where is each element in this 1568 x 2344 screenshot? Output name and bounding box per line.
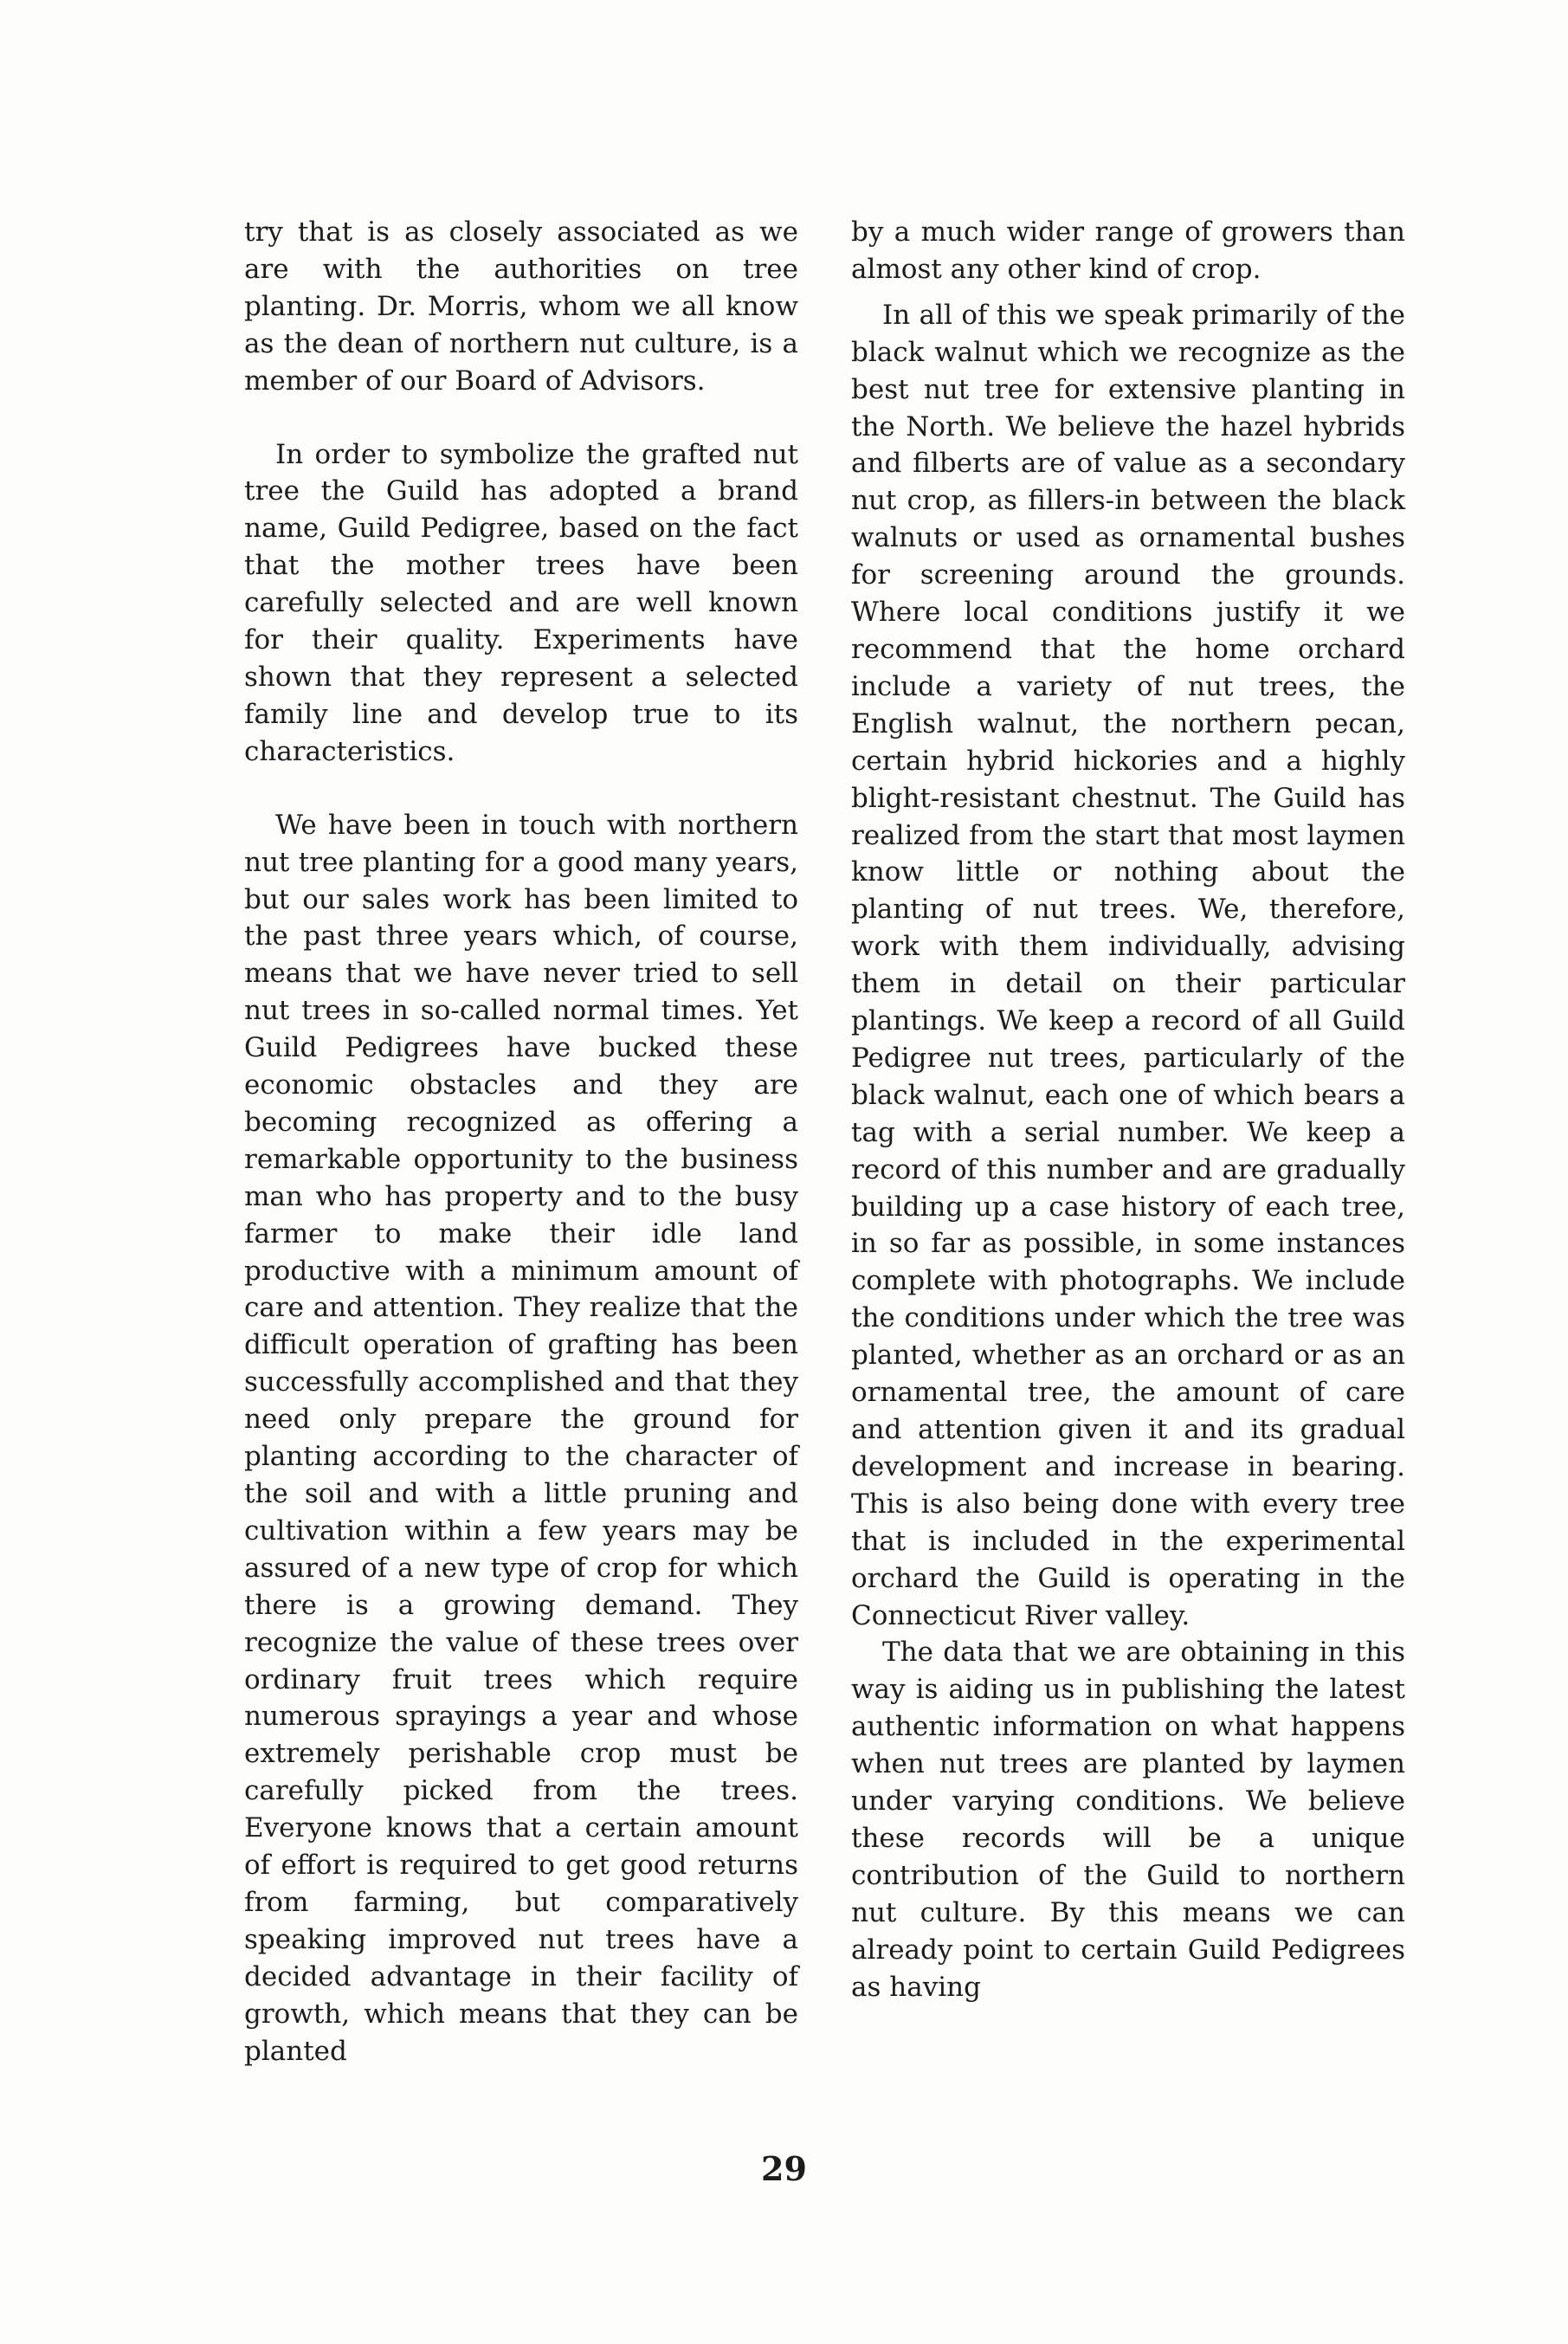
paragraph: The data that we are obtaining in this way is aiding us in publishing the latest authentic information on what happens when nut trees are planted by laymen under varying conditions. We believe these records will be a unique contribution of the Guild to northern nut culture. By this means we can already point to certain Guild Pedigrees as having [851,1637,1405,2003]
paragraph: try that is as closely associated as we are with the authorities on tree planting. Dr. Morris, whom we all know as the dean of northern nut culture, is a member of our Board of Advisors. [244,216,798,397]
left-column [244,214,798,2070]
right-column [851,214,1405,2006]
paragraph: In order to symbolize the grafted nut tree the Guild has adopted a brand name, Guild Pedigree, based on the fact that the mother trees have been carefully selected and are well known for their quality. Experiments have shown that they represent a selected family line and develop true to its characteristics. [244,438,798,767]
paragraph: We have been in touch with northern nut tree planting for a good many years, but our sales work has been limited to the past three years which, of course, means that we have never tried to sell nut trees in so-called normal times. Yet Guild Pedigrees have bucked these economic obstacles and they are becoming recognized as offering a remarkable opportunity to the business man who has property and to the busy farmer to make their idle land productive with a minimum amount of care and attention. They realize that the difficult operation of grafting has been successfully accomplished and that they need only prepare the ground for planting according to the character of the soil and with a little pruning and cultivation within a few years may be assured of a new type of crop for which there is a growing demand. They recognize the value of these trees over ordinary fruit trees which require numerous sprayings a year and whose extremely perishable crop must be carefully picked from the trees. Everyone knows that a certain amount of effort is required to get good returns from farming, but comparatively speaking improved nut trees have a decided advantage in their facility of growth, which means that they can be planted [244,809,798,2067]
page-number: 29 [761,2149,807,2188]
paragraph: In all of this we speak primarily of the black walnut which we recognize as the best nut tree for extensive planting in the North. We believe the hazel hybrids and filberts are of value as a secondary nut crop, as fillers-in between the black walnuts or used as ornamental bushes for screening around the grounds. Where local conditions justify it we recommend that the home orchard include a variety of nut trees, the English walnut, the northern pecan, certain hybrid hickories and a highly blight-resistant chestnut. The Guild has realized from the start that most laymen know little or nothing about the planting of nut trees. We, therefore, work with them individually, advising them in detail on their particular plantings. We keep a record of all Guild Pedigree nut trees, particularly of the black walnut, each one of which bears a tag with a serial number. We keep a record of this number and are gradually building up a case history of each tree, in so far as possible, in some instances complete with photographs. We include the conditions under which the tree was planted, whether as an orchard or as an ornamental tree, the amount of care and attention given it and its gradual development and increase in bearing. This is also being done with every tree that is included in the experimental orchard the Guild is operating in the Connecticut River valley. [851,299,1405,1631]
paragraph: by a much wider range of growers than almost any other kind of crop. [851,216,1405,285]
